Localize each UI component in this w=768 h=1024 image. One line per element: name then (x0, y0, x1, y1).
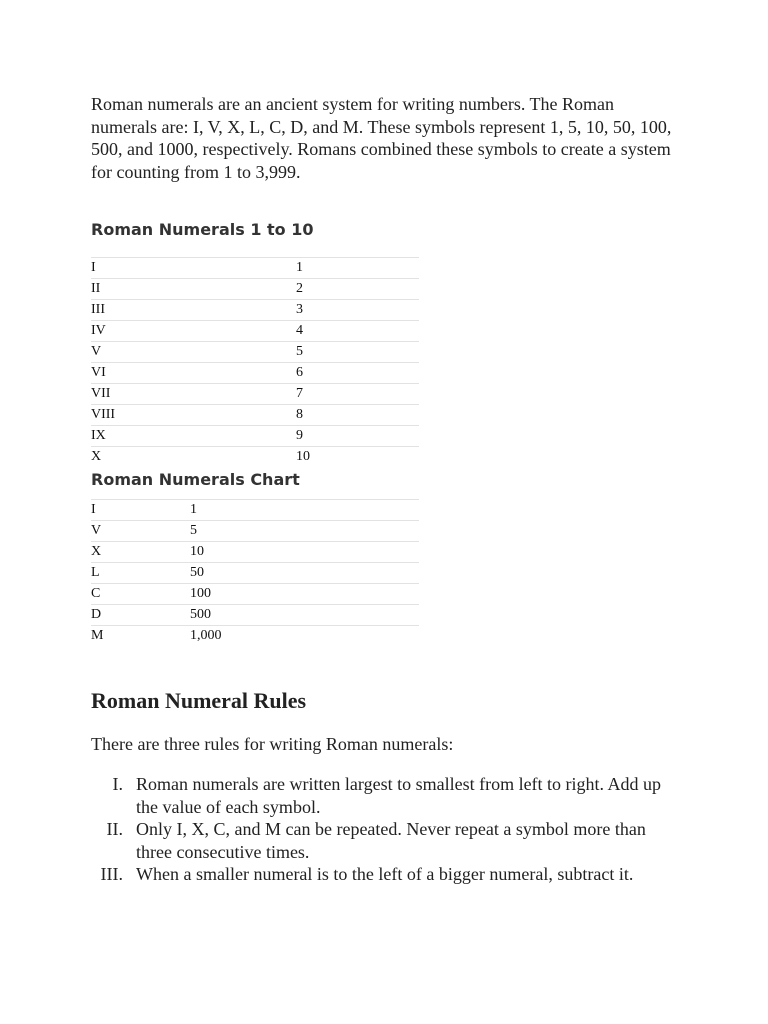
table-row (91, 447, 419, 468)
numeral-cell: L (91, 563, 190, 584)
roman-numerals-chart-table (91, 499, 419, 646)
rules-intro: There are three rules for writing Roman numerals: (91, 734, 454, 754)
numeral-cell: II (91, 279, 296, 300)
table-row (91, 363, 419, 384)
value-cell: 100 (190, 584, 419, 605)
value-cell: 9 (296, 426, 419, 447)
list-item-number: III. (100, 864, 123, 884)
numeral-cell: III (91, 300, 296, 321)
numeral-cell: I (91, 258, 296, 279)
rules-heading: Roman Numeral Rules (91, 688, 307, 713)
value-cell: 10 (296, 447, 419, 468)
table-row (91, 626, 419, 647)
table1-title: Roman Numerals 1 to 10 (91, 220, 314, 239)
numeral-cell: VII (91, 384, 296, 405)
table2-title: Roman Numerals Chart (91, 470, 300, 489)
value-cell: 50 (190, 563, 419, 584)
list-item (91, 818, 681, 863)
numeral-cell: IX (91, 426, 296, 447)
table-row (91, 384, 419, 405)
numeral-cell: I (91, 500, 190, 521)
value-cell: 5 (190, 521, 419, 542)
list-item-text: Only I, X, C, and M can be repeated. Never repeat a symbol more than three consecutive times. (136, 819, 646, 862)
value-cell: 3 (296, 300, 419, 321)
value-cell: 6 (296, 363, 419, 384)
value-cell: 500 (190, 605, 419, 626)
numeral-cell: VIII (91, 405, 296, 426)
numeral-cell: X (91, 447, 296, 468)
numeral-cell: V (91, 342, 296, 363)
table-row (91, 542, 419, 563)
table-row (91, 584, 419, 605)
numeral-cell: IV (91, 321, 296, 342)
list-item-text: Roman numerals are written largest to smallest from left to right. Add up the value of each symbol. (136, 774, 662, 817)
table-row (91, 521, 419, 542)
table-row (91, 563, 419, 584)
table-row (91, 405, 419, 426)
value-cell: 1 (296, 258, 419, 279)
table-row (91, 321, 419, 342)
table-row (91, 500, 419, 521)
intro-paragraph: Roman numerals are an ancient system for writing numbers. The Roman numerals are: I, V, X, L, C, D, and M. These symbols represent 1, 5, 10, 50, 100, 500, and 1000, respectively. Romans combined these symbols to create a system for counting from 1 to 3,999. (91, 94, 672, 182)
table-row (91, 426, 419, 447)
table-row (91, 279, 419, 300)
numeral-cell: M (91, 626, 190, 647)
value-cell: 1 (190, 500, 419, 521)
value-cell: 1,000 (190, 626, 419, 647)
value-cell: 4 (296, 321, 419, 342)
value-cell: 10 (190, 542, 419, 563)
list-item-text: When a smaller numeral is to the left of a bigger numeral, subtract it. (136, 864, 634, 884)
list-item (91, 773, 681, 818)
value-cell: 2 (296, 279, 419, 300)
table-row (91, 258, 419, 279)
list-item (91, 863, 681, 886)
list-item-number: II. (106, 819, 123, 839)
numeral-cell: X (91, 542, 190, 563)
value-cell: 8 (296, 405, 419, 426)
table-row (91, 605, 419, 626)
numeral-cell: V (91, 521, 190, 542)
numeral-cell: VI (91, 363, 296, 384)
numeral-cell: C (91, 584, 190, 605)
list-item-number: I. (112, 774, 123, 794)
value-cell: 7 (296, 384, 419, 405)
rules-list (91, 773, 681, 886)
document-page (91, 93, 681, 886)
roman-1-to-10-table (91, 257, 419, 467)
numeral-cell: D (91, 605, 190, 626)
table-row (91, 300, 419, 321)
value-cell: 5 (296, 342, 419, 363)
table-row (91, 342, 419, 363)
